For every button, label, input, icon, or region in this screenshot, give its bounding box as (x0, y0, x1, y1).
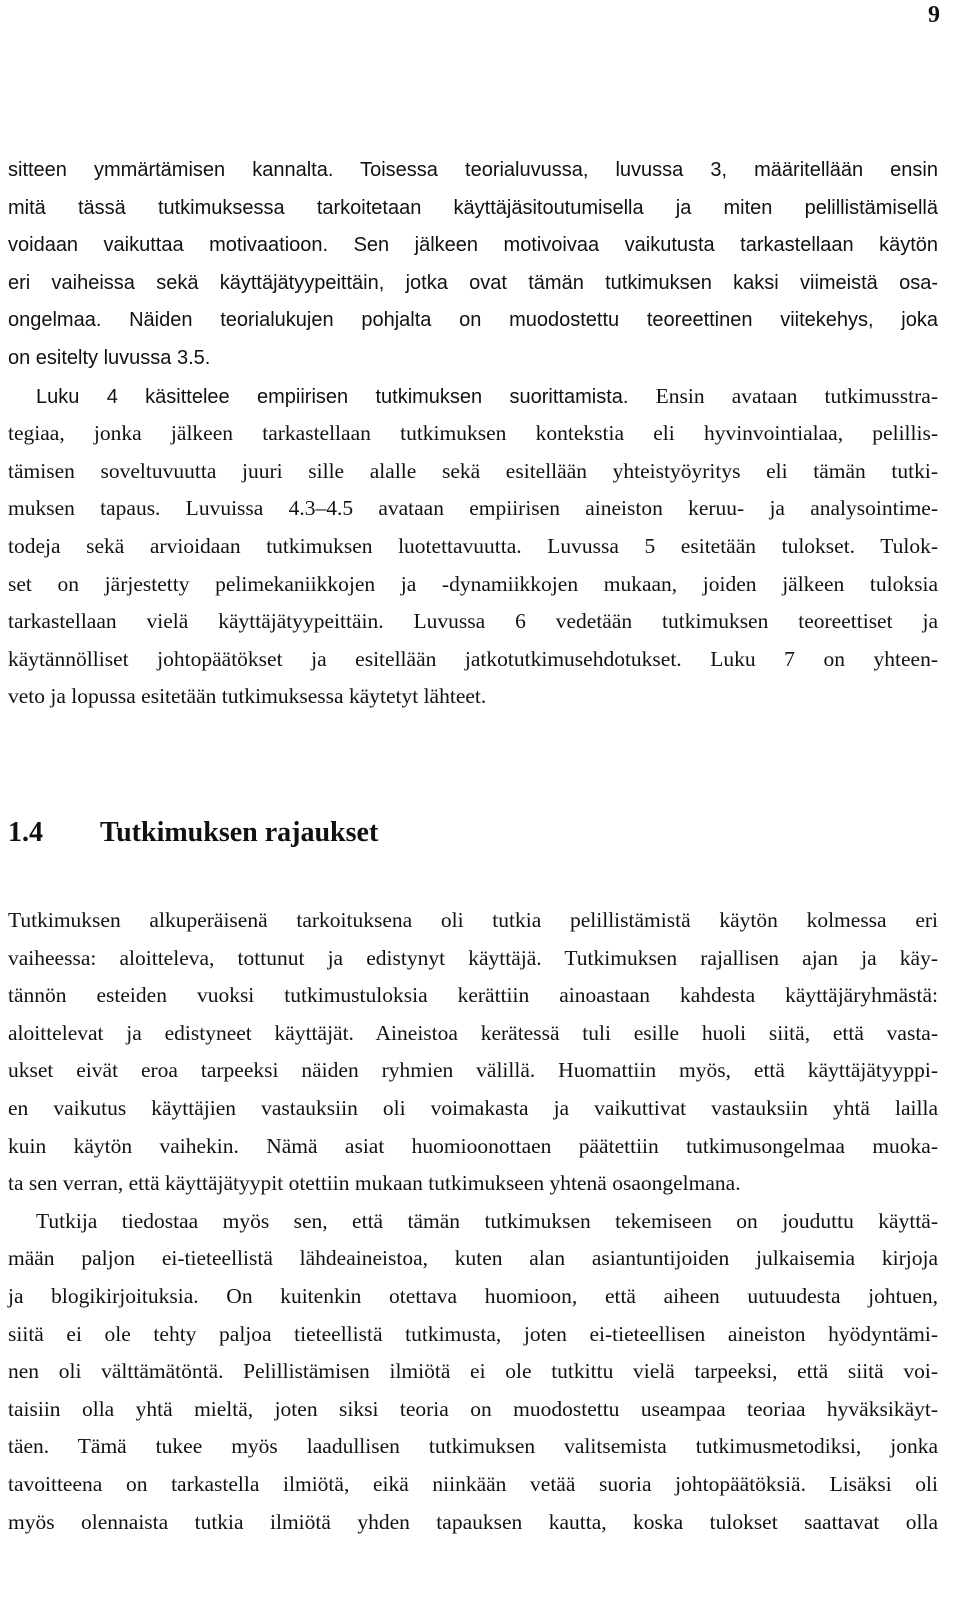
text-line: ongelmaa. Näiden teorialukujen pohjalta on muodostettu teoreettinen viitekehys, joka (8, 309, 938, 332)
text-line: taisiin olla yhtä mieltä, joten siksi teoria on muodostettu useampaa teoriaa hyväksikäyt- (8, 1396, 938, 1421)
text-line: Tutkija tiedostaa myös sen, että tämän tutkimuksen tekemiseen on jouduttu käyttä- (36, 1208, 938, 1233)
text-line: tavoitteena on tarkastella ilmiötä, eikä niinkään vetää suoria johtopäätöksiä. Lisäksi oli (8, 1471, 938, 1496)
text-span-serif: Ensin avataan tutkimusstra- (628, 383, 938, 408)
text-line: veto ja lopussa esitetään tutkimuksessa käytetyt lähteet. (8, 684, 487, 709)
text-line: ukset eivät eroa tarpeeksi näiden ryhmien välillä. Huomattiin myös, että käyttäjätyyppi- (8, 1058, 938, 1083)
text-line: on esitelty luvussa 3.5. (8, 346, 211, 369)
text-line: eri vaiheissa sekä käyttäjätyypeittäin, jotka ovat tämän tutkimuksen kaksi viimeistä osa- (8, 271, 938, 294)
text-line: vaiheessa: aloitteleva, tottunut ja edistynyt käyttäjä. Tutkimuksen rajallisen ajan ja käy- (8, 945, 938, 970)
text-line-mixed (8, 378, 938, 416)
text-line: todeja sekä arvioidaan tutkimuksen luotettavuutta. Luvussa 5 esitetään tulokset. Tulok- (8, 533, 938, 558)
section-paragraph-2 (8, 1203, 938, 1541)
intro-paragraphs (8, 152, 938, 716)
text-line: Tutkimuksen alkuperäisenä tarkoituksena oli tutkia pelillistämistä käytön kolmessa eri (8, 908, 938, 932)
intro-paragraph-sans (8, 152, 938, 378)
text-line: siitä ei ole tehty paljoa tieteellistä tutkimusta, joten ei-tieteellisen aineiston hyödyntämi- (8, 1321, 938, 1346)
section-title: Tutkimuksen rajaukset (100, 817, 379, 848)
text-line: voidaan vaikuttaa motivaatioon. Sen jälkeen motivoivaa vaikutusta tarkastellaan käytön (8, 234, 938, 257)
section-heading (8, 817, 378, 849)
text-line: en vaikutus käyttäjien vastauksiin oli voimakasta ja vaikuttivat vastauksiin yhtä lailla (8, 1095, 938, 1120)
text-line: tämisen soveltuvuutta juuri sille alalle sekä esitellään yhteistyöyritys eli tämän tutki- (8, 458, 938, 483)
text-line: nen oli välttämätöntä. Pelillistämisen ilmiötä ei ole tutkittu vielä tarpeeksi, että siitä voi- (8, 1359, 938, 1384)
text-line: tännön esteiden vuoksi tutkimustuloksia kerättiin ainoastaan kahdesta käyttäjäryhmästä: (8, 983, 938, 1008)
text-line: käytännölliset johtopäätökset ja esitellään jatkotutkimusehdotukset. Luku 7 on yhteen- (8, 646, 938, 671)
text-line: myös olennaista tutkia ilmiötä yhden tapauksen kautta, koska tulokset saattavat olla (8, 1509, 938, 1534)
text-line: aloittelevat ja edistyneet käyttäjät. Aineistoa kerätessä tuli esille huoli siitä, että vasta- (8, 1020, 938, 1045)
text-line: mään paljon ei-tieteellistä lähdeaineistoa, kuten alan asiantuntijoiden julkaisemia kirjoja (8, 1246, 938, 1271)
intro-paragraph-chapters (8, 378, 938, 716)
text-line: kuin käytön vaihekin. Nämä asiat huomioonottaen päätettiin tutkimusongelmaa muoka- (8, 1133, 938, 1158)
text-line: tegiaa, jonka jälkeen tarkastellaan tutkimuksen kontekstia eli hyvinvointialaa, pelillis- (8, 421, 938, 446)
text-line: tarkastellaan vielä käyttäjätyypeittäin. Luvussa 6 vedetään tutkimuksen teoreettiset ja (8, 609, 938, 634)
section-body (8, 902, 938, 1541)
text-line: set on järjestetty pelimekaniikkojen ja -dynamiikkojen mukaan, joiden jälkeen tuloksia (8, 571, 938, 596)
text-span-sans: Luku 4 käsittelee empiirisen tutkimuksen suorittamista. (36, 385, 629, 408)
text-line: mitä tässä tutkimuksessa tarkoitetaan käyttäjäsitoutumisella ja miten pelillistämisellä (8, 196, 938, 219)
page-number: 9 (928, 2, 940, 28)
text-line: täen. Tämä tukee myös laadullisen tutkimuksen valitsemista tutkimusmetodiksi, jonka (8, 1434, 938, 1459)
section-number: 1.4 (8, 817, 43, 848)
text-line: muksen tapaus. Luvuissa 4.3–4.5 avataan empiirisen aineiston keruu- ja analysointime- (8, 496, 938, 521)
text-line: sitteen ymmärtämisen kannalta. Toisessa teorialuvussa, luvussa 3, määritellään ensin (8, 159, 938, 181)
text-line: ta sen verran, että käyttäjätyypit otettiin mukaan tutkimukseen yhtenä osaongelmana. (8, 1171, 741, 1196)
section-paragraph-1 (8, 902, 938, 1203)
text-line: ja blogikirjoituksia. On kuitenkin otettava huomioon, että aiheen uutuudesta johtuen, (8, 1283, 938, 1308)
